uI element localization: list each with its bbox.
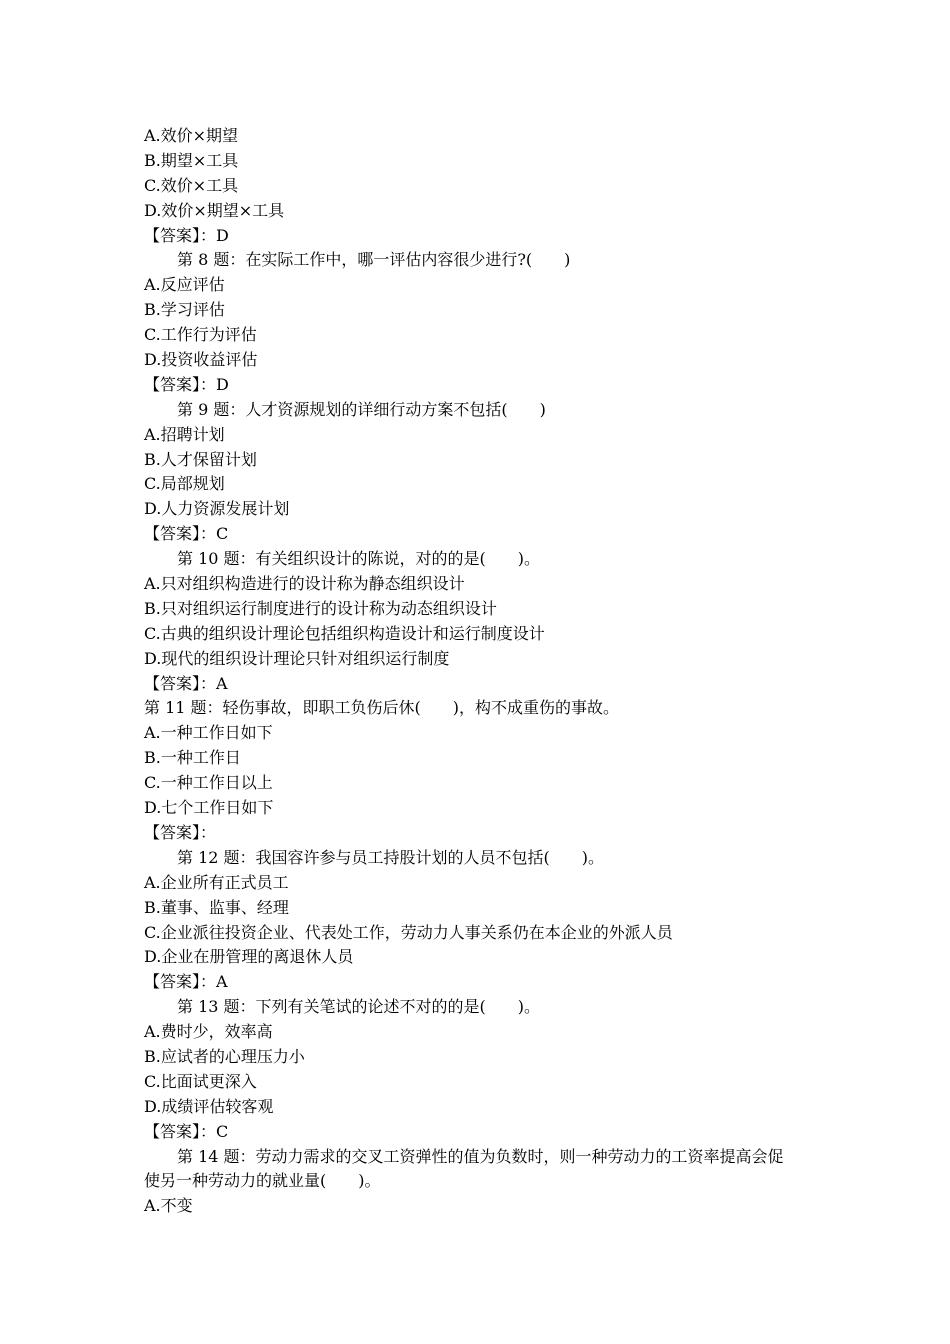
option-text: B.一种工作日 [144,748,241,768]
answer-text: 【答案】：D [144,374,229,394]
answer-text: 【答案】：C [144,524,229,544]
answer-text: 【答案】：D [144,225,229,245]
option-text: D.投资收益评估 [144,350,258,370]
option-text: B.只对组织运行制度进行的设计称为动态组织设计 [144,598,497,618]
option-text: D.七个工作日如下 [144,798,274,818]
question-text: 第 8 题：在实际工作中，哪一评估内容很少进行?( ) [177,250,571,270]
option-text: B.董事、监事、经理 [144,897,289,917]
option-text: C.工作行为评估 [144,325,257,345]
option-text: C.局部规划 [144,474,225,494]
question-text: 第 9 题：人才资源规划的详细行动方案不包括( ) [177,399,546,419]
answer-text: 【答案】：C [144,1121,229,1141]
option-text: C.一种工作日以上 [144,773,273,793]
option-text: A.企业所有正式员工 [144,872,289,892]
option-text: D.效价×期望×工具 [144,200,285,220]
option-text: A.效价×期望 [144,126,239,145]
option-text: A.费时少，效率高 [144,1022,273,1042]
option-text: D.人力资源发展计划 [144,499,290,519]
option-text: A.招聘计划 [144,424,225,444]
question-text: 第 11 题：轻伤事故，即职工负伤后休( )，构不成重伤的事故。 [144,698,620,718]
question-text: 第 14 题：劳动力需求的交叉工资弹性的值为负数时，则一种劳动力的工资率提高会促 [177,1146,784,1166]
option-text: A.反应评估 [144,275,225,295]
option-text: C.企业派往投资企业、代表处工作，劳动力人事关系仍在本企业的外派人员 [144,922,673,942]
question-text: 第 13 题：下列有关笔试的论述不对的的是( )。 [177,997,541,1017]
option-text: A.只对组织构造进行的设计称为静态组织设计 [144,574,465,594]
option-text: C.古典的组织设计理论包括组织构造设计和运行制度设计 [144,623,545,643]
option-text: D.成绩评估较客观 [144,1096,274,1116]
document-page [144,124,824,1219]
option-text: B.期望×工具 [144,150,239,170]
option-text: 使另一种劳动力的就业量( )。 [144,1171,381,1191]
option-text: A.不变 [144,1196,193,1216]
option-text: B.学习评估 [144,300,225,320]
option-text: A.一种工作日如下 [144,723,273,743]
question-text: 第 10 题：有关组织设计的陈说，对的的是( )。 [177,549,541,569]
answer-text: 【答案】：A [144,972,228,992]
option-text: C.效价×工具 [144,175,239,195]
option-text: D.企业在册管理的离退休人员 [144,947,354,967]
answer-text: 【答案】： [144,822,217,842]
option-text: B.应试者的心理压力小 [144,1046,305,1066]
option-text: C.比面试更深入 [144,1071,257,1091]
option-text: D.现代的组织设计理论只针对组织运行制度 [144,648,450,668]
question-text: 第 12 题：我国容许参与员工持股计划的人员不包括( )。 [177,847,605,867]
answer-text: 【答案】：A [144,673,228,693]
option-text: B.人才保留计划 [144,449,257,469]
